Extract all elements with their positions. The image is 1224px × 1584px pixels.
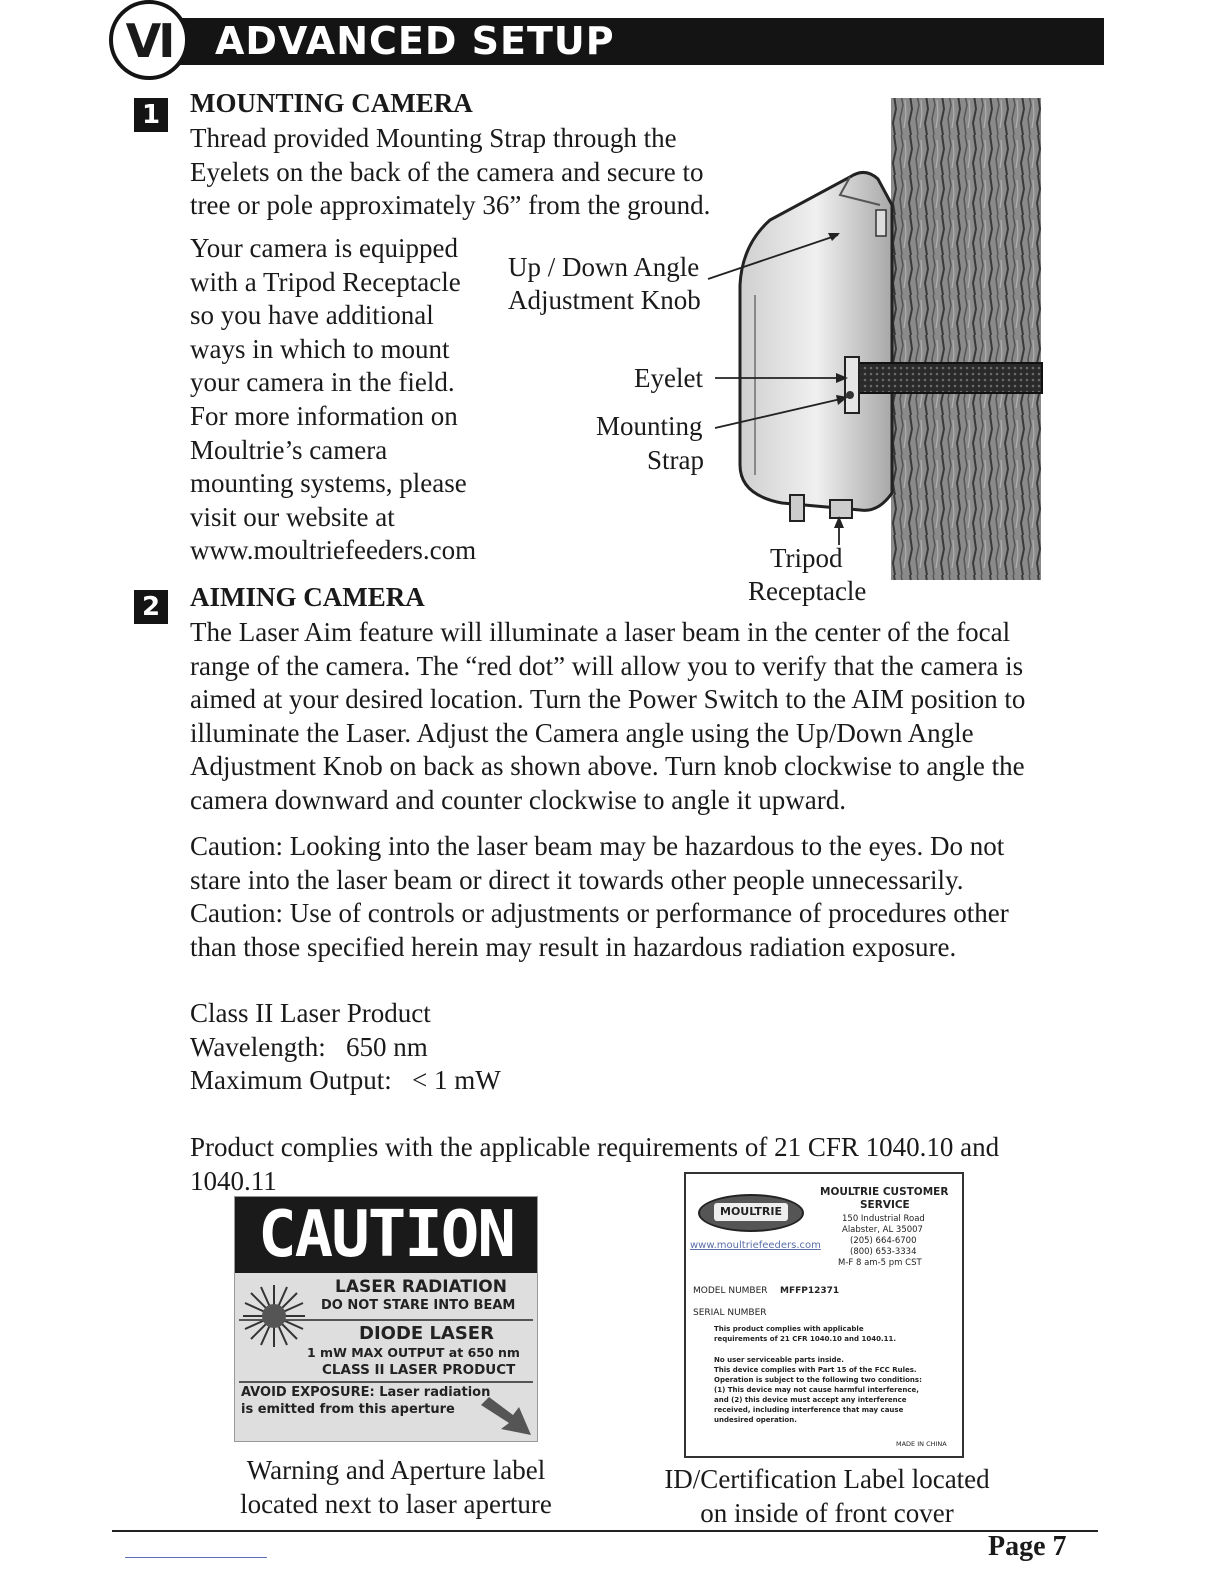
moultrie-logo: MOULTRIE	[698, 1194, 804, 1232]
text-line: For more information on	[190, 400, 458, 431]
caution-heading: CAUTION	[235, 1197, 537, 1273]
step-title: AIMING CAMERA	[190, 582, 425, 612]
text-line: than those specified herein may result in hazardous radiation exposure.	[190, 931, 957, 962]
service-title: MOULTRIE CUSTOMER	[820, 1186, 949, 1198]
label-text: AVOID EXPOSURE: Laser radiation	[241, 1385, 491, 1400]
compliance-line: requirements of 21 CFR 1040.10 and 1040.11.	[714, 1335, 896, 1343]
text-line: with a Tripod Receptacle	[190, 266, 461, 297]
id-label-website: www.moultriefeeders.com	[690, 1240, 821, 1251]
fcc-line: undesired operation.	[714, 1416, 797, 1424]
label-text: is emitted from this aperture	[241, 1402, 455, 1417]
label-text: 1 mW MAX OUTPUT at 650 nm	[307, 1345, 520, 1360]
id-label-caption: ID/Certification Label located	[664, 1464, 990, 1494]
laser-warning-label	[234, 1196, 538, 1442]
text-line: Adjustment Knob on back as shown above. Turn knob clockwise to angle the	[190, 751, 1025, 782]
strap-label-line2: Strap	[647, 445, 704, 475]
warning-label-caption: Warning and Aperture label	[246, 1455, 546, 1485]
camera-body	[740, 172, 892, 510]
text-line: 1040.11	[190, 1165, 277, 1196]
label-text: CLASS II LASER PRODUCT	[322, 1362, 516, 1378]
fcc-line: No user serviceable parts inside.	[714, 1356, 844, 1364]
text-line: camera downward and counter clockwise to angle it upward.	[190, 784, 847, 815]
text-line: so you have additional	[190, 300, 434, 331]
fcc-line: (1) This device may not cause harmful interference,	[714, 1386, 919, 1394]
address-line: (205) 664-6700	[850, 1236, 917, 1246]
text-line: Maximum Output: < 1 mW	[190, 1065, 501, 1096]
knob-label-line2: Adjustment Knob	[508, 285, 701, 315]
aiming-body	[190, 616, 1025, 818]
text-line: The Laser Aim feature will illuminate a laser beam in the center of the focal	[190, 617, 1011, 647]
page-number: Page 7	[988, 1531, 1067, 1562]
footer-link-line	[125, 1557, 267, 1558]
service-title-line2: SERVICE	[860, 1199, 910, 1211]
id-certification-label	[684, 1172, 964, 1458]
warning-label-caption-line2: located next to laser aperture	[240, 1489, 552, 1519]
text-line: visit our website at	[190, 501, 395, 532]
label-text: LASER RADIATION	[335, 1277, 507, 1297]
address-line: 150 Industrial Road	[842, 1214, 925, 1224]
text-line: Thread provided Mounting Strap through the	[190, 123, 677, 153]
serial-label: SERIAL NUMBER	[693, 1308, 767, 1318]
footer-rule	[112, 1530, 1098, 1532]
text-line: Moultrie’s camera	[190, 434, 388, 465]
id-label-caption-line2: on inside of front cover	[700, 1498, 954, 1528]
model-label: MODEL NUMBER	[693, 1286, 768, 1296]
step-number-badge: 1	[134, 98, 168, 132]
label-text: DIODE LASER	[359, 1323, 494, 1344]
text-line: your camera in the field.	[190, 367, 455, 398]
laser-starburst-icon	[241, 1283, 307, 1349]
eyelet-label: Eyelet	[634, 363, 703, 393]
text-line: Your camera is equipped	[190, 233, 458, 263]
address-line: Alabster, AL 35007	[842, 1225, 923, 1235]
section-numeral-badge: VI	[109, 0, 189, 80]
website-link-text: www.moultriefeeders.com	[190, 535, 477, 566]
text-line: ways in which to mount	[190, 333, 450, 364]
fcc-line: and (2) this device must accept any interference	[714, 1396, 907, 1404]
text-line: tree or pole approximately 36” from the ground.	[190, 190, 711, 221]
address-line: (800) 653-3334	[850, 1247, 917, 1257]
step-title: MOUNTING CAMERA	[190, 88, 473, 118]
knob-label: Up / Down Angle	[508, 252, 700, 282]
mounting-strap	[850, 363, 1042, 393]
compliance-line: This product complies with applicable	[714, 1325, 864, 1333]
tripod-label-line2: Receptacle	[748, 576, 867, 606]
model-value: MFFP12371	[780, 1286, 840, 1296]
fcc-line: This device complies with Part 15 of the FCC Rules.	[714, 1366, 917, 1374]
text-line: stare into the laser beam or direct it towards other people unnecessarily.	[190, 864, 964, 895]
aperture-arrow-icon	[479, 1397, 533, 1437]
caution-text	[190, 830, 1009, 964]
text-line: Caution: Use of controls or adjustments or performance of procedures other	[190, 898, 1009, 929]
tree-trunk	[891, 98, 1041, 580]
section-title: ADVANCED SETUP	[215, 19, 615, 63]
text-line: Caution: Looking into the laser beam may be hazardous to the eyes. Do not	[190, 831, 1005, 861]
text-line: mounting systems, please	[190, 468, 467, 499]
tripod-label: Tripod	[770, 543, 843, 573]
camera-mounting-illustration	[700, 95, 1050, 585]
text-line: Class II Laser Product	[190, 998, 431, 1028]
text-line: Product complies with the applicable requirements of 21 CFR 1040.10 and	[190, 1132, 1000, 1162]
laser-specs	[190, 997, 501, 1098]
made-in: MADE IN CHINA	[896, 1440, 947, 1448]
mounting-intro	[190, 122, 710, 223]
text-line: illuminate the Laser. Adjust the Camera angle using the Up/Down Angle	[190, 717, 974, 748]
strap-label: Mounting	[596, 411, 703, 441]
text-line: range of the camera. The “red dot” will allow you to verify that the camera is	[190, 650, 1024, 681]
fcc-line: Operation is subject to the following two conditions:	[714, 1376, 922, 1384]
address-line: M-F 8 am-5 pm CST	[838, 1258, 922, 1268]
text-line: aimed at your desired location. Turn the Power Switch to the AIM position to	[190, 684, 1026, 715]
text-line: Wavelength: 650 nm	[190, 1031, 428, 1062]
fcc-line: received, including interference that may cause	[714, 1406, 904, 1414]
label-text: DO NOT STARE INTO BEAM	[321, 1298, 516, 1313]
text-line: Eyelets on the back of the camera and secure to	[190, 156, 704, 187]
step-number-badge: 2	[134, 590, 168, 624]
mounting-info	[190, 232, 476, 568]
